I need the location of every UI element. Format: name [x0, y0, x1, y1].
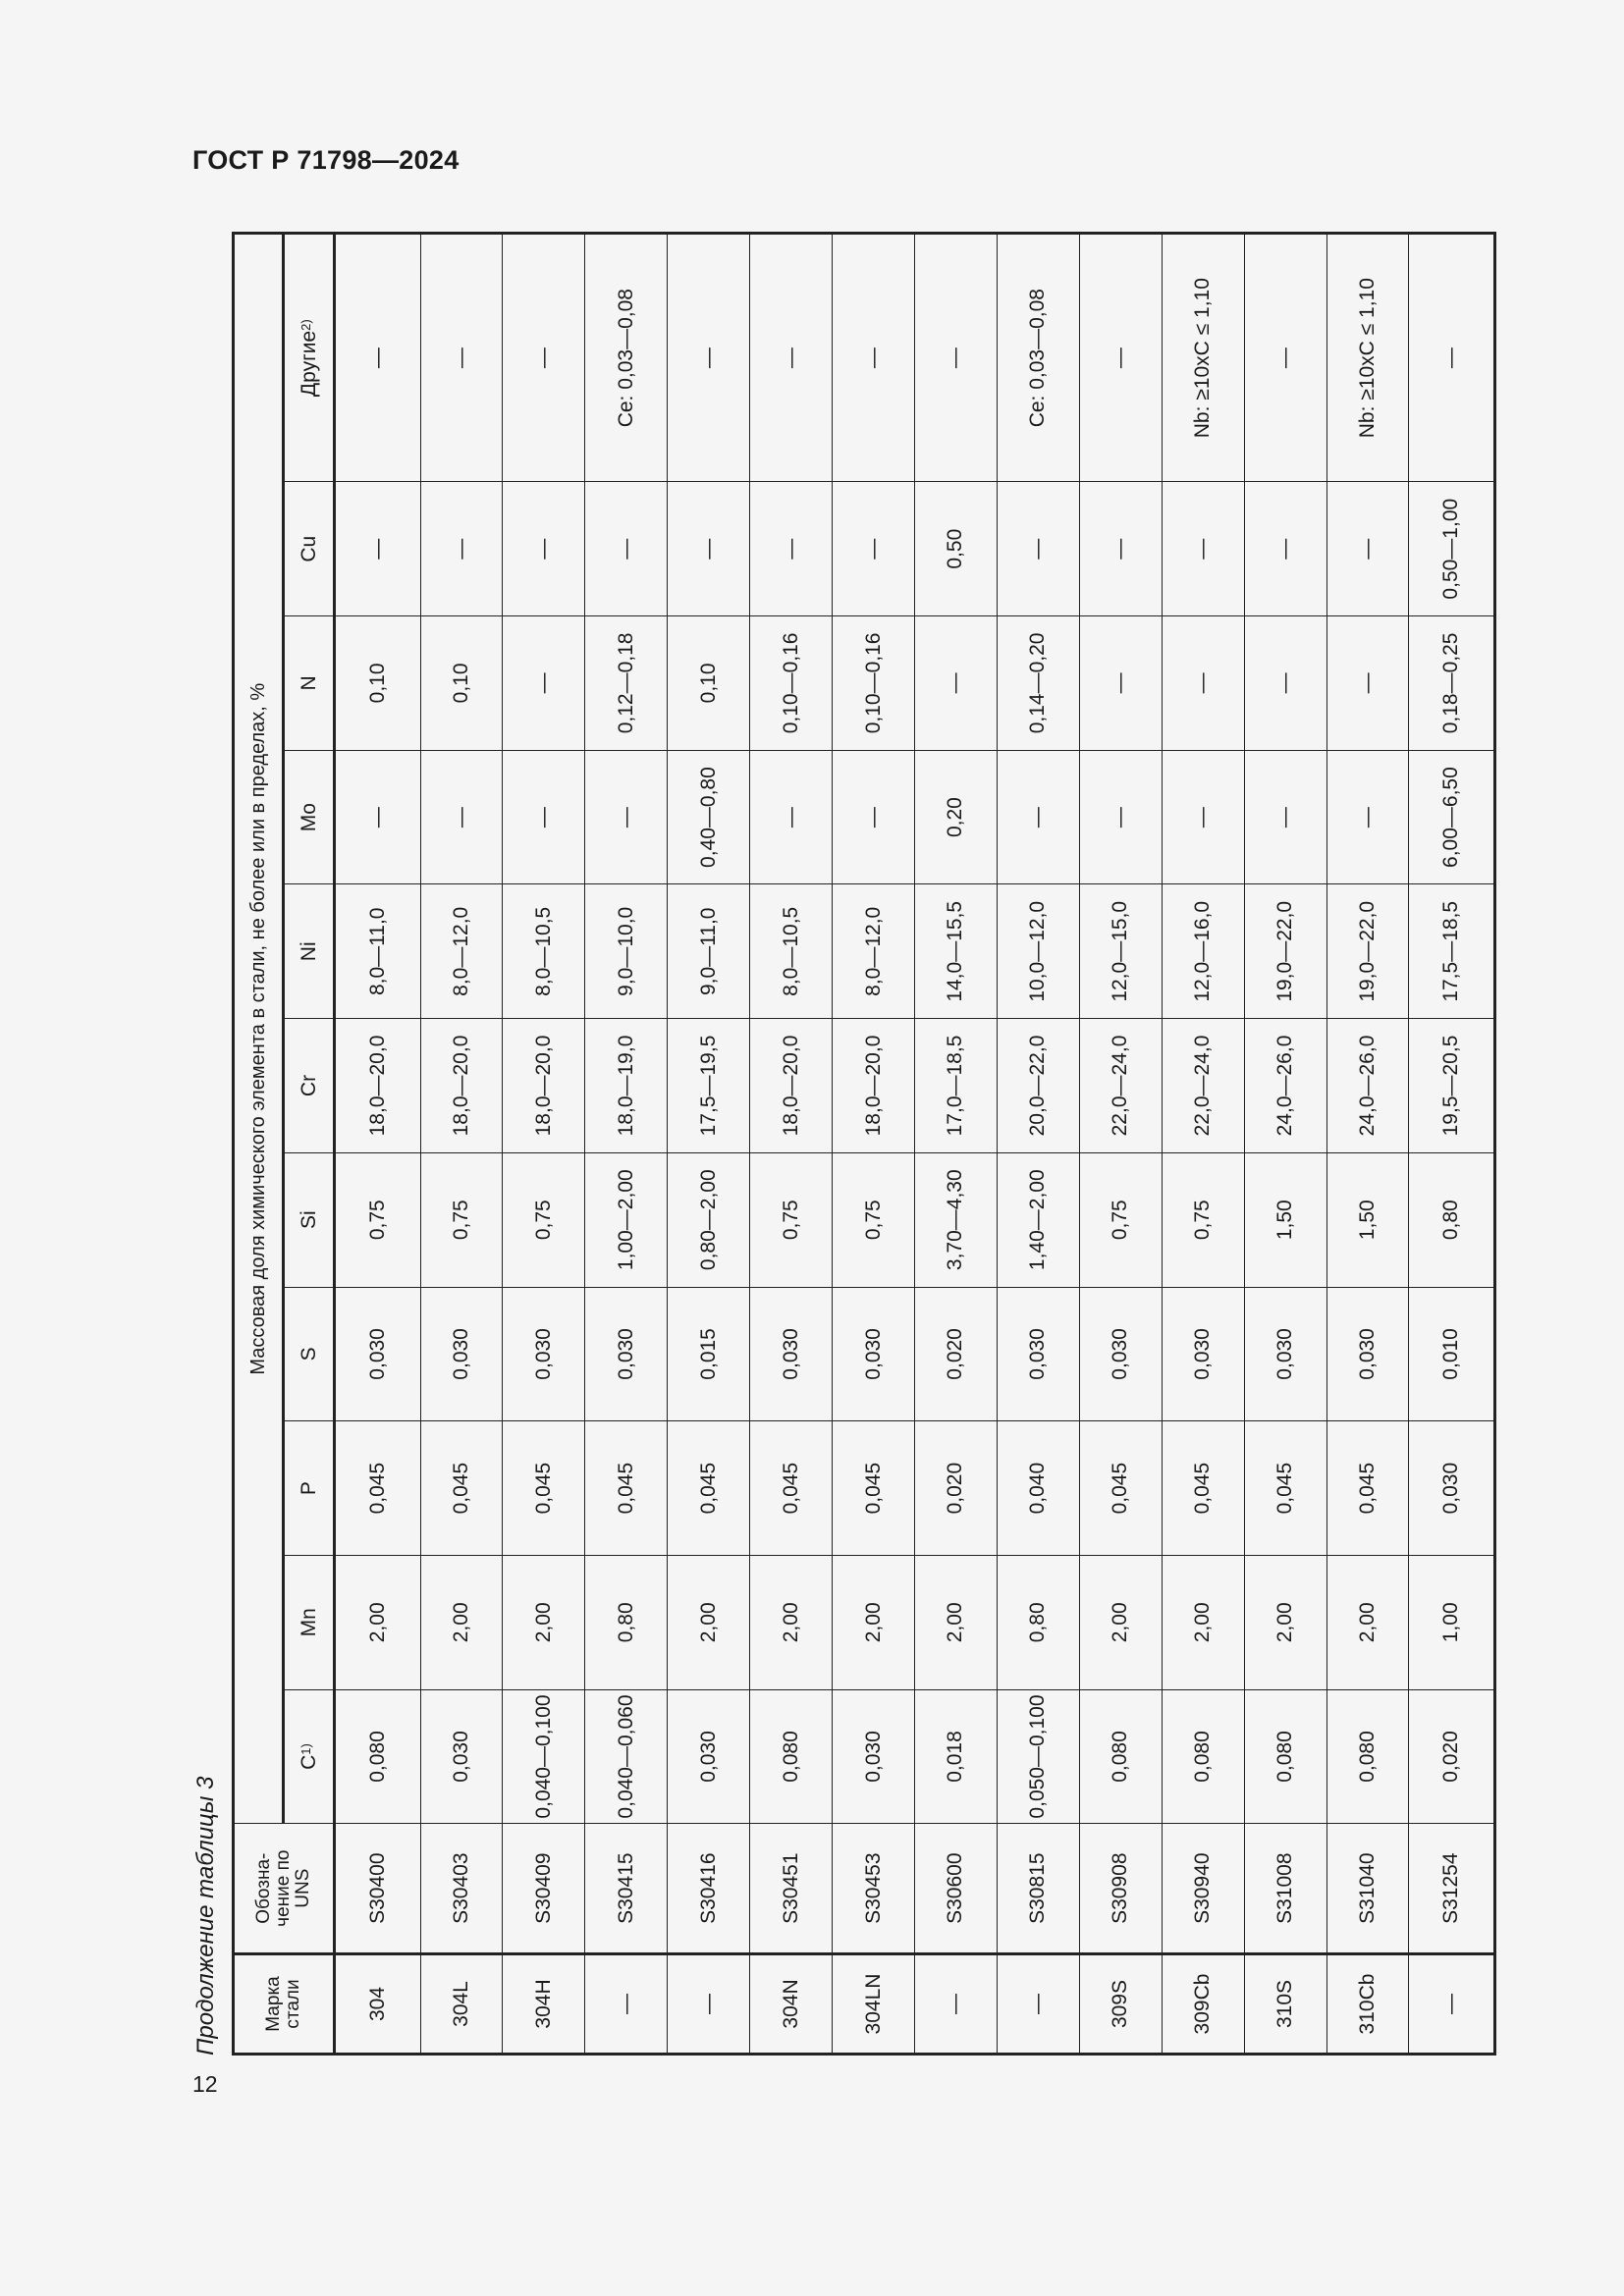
cell-cr: 24,0—26,0 — [1244, 1019, 1326, 1153]
page-number: 12 — [192, 2071, 218, 2097]
table-row — [914, 234, 997, 2055]
cell-other: — — [420, 234, 503, 482]
cell-uns: S31040 — [1326, 1824, 1409, 1954]
cell-ni: 19,0—22,0 — [1326, 884, 1409, 1019]
cell-mn: 2,00 — [750, 1555, 833, 1689]
cell-uns: S30403 — [420, 1824, 503, 1954]
table-body — [335, 234, 1495, 2055]
cell-p: 0,045 — [1162, 1421, 1244, 1556]
cell-other: — — [750, 234, 833, 482]
cell-c: 0,030 — [420, 1689, 503, 1824]
cell-s: 0,030 — [585, 1287, 668, 1421]
cell-n: 0,10 — [335, 616, 421, 751]
cell-n: 0,14—0,20 — [997, 616, 1079, 751]
table-caption: Продолжение таблицы 3 — [192, 1776, 219, 2056]
cell-uns: S30409 — [503, 1824, 585, 1954]
cell-si: 1,50 — [1244, 1152, 1326, 1287]
table-row — [585, 234, 668, 2055]
cell-other: — — [503, 234, 585, 482]
cell-c: 0,030 — [668, 1689, 750, 1824]
header-grade: Марка стали — [234, 1953, 335, 2054]
cell-other: Ce: 0,03—0,08 — [585, 234, 668, 482]
cell-uns: S31254 — [1409, 1824, 1495, 1954]
cell-cu: — — [750, 482, 833, 616]
cell-n: 0,10—0,16 — [750, 616, 833, 751]
chemical-composition-table — [232, 232, 1496, 2056]
cell-c: 0,040—0,060 — [585, 1689, 668, 1824]
cell-grade: 309S — [1079, 1953, 1162, 2054]
header-element-mo: Mo — [284, 750, 335, 884]
cell-n: — — [1079, 616, 1162, 751]
cell-mo: — — [503, 750, 585, 884]
cell-cr: 22,0—24,0 — [1079, 1019, 1162, 1153]
cell-grade: 309Cb — [1162, 1953, 1244, 2054]
cell-mo: — — [1079, 750, 1162, 884]
header-uns: Обозна-чение по UNS — [234, 1824, 335, 1954]
cell-p: 0,045 — [1326, 1421, 1409, 1556]
cell-other: — — [914, 234, 997, 482]
cell-p: 0,045 — [1244, 1421, 1326, 1556]
cell-c: 0,080 — [1326, 1689, 1409, 1824]
cell-n: — — [914, 616, 997, 751]
table-row — [1326, 234, 1409, 2055]
cell-grade: 310Cb — [1326, 1953, 1409, 2054]
table-row — [420, 234, 503, 2055]
cell-uns: S30600 — [914, 1824, 997, 1954]
table-row — [503, 234, 585, 2055]
cell-other: — — [833, 234, 915, 482]
cell-cu: — — [833, 482, 915, 616]
cell-mo: — — [833, 750, 915, 884]
cell-cr: 22,0—24,0 — [1162, 1019, 1244, 1153]
cell-other: Nb: ≥10xC ≤ 1,10 — [1162, 234, 1244, 482]
cell-cr: 18,0—20,0 — [335, 1019, 421, 1153]
cell-cr: 24,0—26,0 — [1326, 1019, 1409, 1153]
cell-ni: 10,0—12,0 — [997, 884, 1079, 1019]
cell-other: — — [668, 234, 750, 482]
cell-grade: — — [668, 1953, 750, 2054]
cell-mn: 2,00 — [503, 1555, 585, 1689]
cell-p: 0,020 — [914, 1421, 997, 1556]
footnote-c: 1) — [298, 1743, 313, 1755]
cell-grade: 310S — [1244, 1953, 1326, 2054]
cell-other: — — [1079, 234, 1162, 482]
cell-ni: 14,0—15,5 — [914, 884, 997, 1019]
cell-mn: 2,00 — [914, 1555, 997, 1689]
cell-n: 0,10 — [420, 616, 503, 751]
cell-si: 0,75 — [335, 1152, 421, 1287]
cell-cr: 17,0—18,5 — [914, 1019, 997, 1153]
table-row — [668, 234, 750, 2055]
cell-mo: — — [1326, 750, 1409, 884]
cell-cr: 18,0—19,0 — [585, 1019, 668, 1153]
cell-mn: 2,00 — [668, 1555, 750, 1689]
cell-cr: 18,0—20,0 — [750, 1019, 833, 1153]
cell-n: — — [1244, 616, 1326, 751]
cell-p: 0,045 — [1079, 1421, 1162, 1556]
cell-n: 0,10 — [668, 616, 750, 751]
cell-grade: — — [585, 1953, 668, 2054]
cell-si: 0,75 — [1079, 1152, 1162, 1287]
cell-p: 0,030 — [1409, 1421, 1495, 1556]
cell-s: 0,030 — [335, 1287, 421, 1421]
cell-c: 0,050—0,100 — [997, 1689, 1079, 1824]
cell-uns: S30453 — [833, 1824, 915, 1954]
cell-mo: — — [1244, 750, 1326, 884]
cell-grade: — — [914, 1953, 997, 2054]
cell-si: 1,50 — [1326, 1152, 1409, 1287]
cell-grade: — — [1409, 1953, 1495, 2054]
cell-other: Nb: ≥10xC ≤ 1,10 — [1326, 234, 1409, 482]
cell-mo: — — [1162, 750, 1244, 884]
cell-ni: 12,0—15,0 — [1079, 884, 1162, 1019]
cell-s: 0,030 — [833, 1287, 915, 1421]
cell-s: 0,030 — [1162, 1287, 1244, 1421]
cell-cr: 18,0—20,0 — [833, 1019, 915, 1153]
cell-s: 0,015 — [668, 1287, 750, 1421]
table-row — [997, 234, 1079, 2055]
cell-uns: S30451 — [750, 1824, 833, 1954]
cell-other: Ce: 0,03—0,08 — [997, 234, 1079, 482]
cell-mo: — — [585, 750, 668, 884]
cell-grade: 304 — [335, 1953, 421, 2054]
cell-other: — — [335, 234, 421, 482]
cell-cu: — — [420, 482, 503, 616]
cell-si: 1,40—2,00 — [997, 1152, 1079, 1287]
cell-other: — — [1409, 234, 1495, 482]
cell-grade: 304L — [420, 1953, 503, 2054]
cell-n: 0,18—0,25 — [1409, 616, 1495, 751]
cell-c: 0,080 — [335, 1689, 421, 1824]
cell-uns: S30400 — [335, 1824, 421, 1954]
cell-si: 0,75 — [503, 1152, 585, 1287]
cell-ni: 8,0—11,0 — [335, 884, 421, 1019]
cell-uns: S30908 — [1079, 1824, 1162, 1954]
cell-si: 0,75 — [750, 1152, 833, 1287]
cell-si: 0,80—2,00 — [668, 1152, 750, 1287]
cell-cr: 18,0—20,0 — [503, 1019, 585, 1153]
cell-cu: — — [1162, 482, 1244, 616]
header-element-other: Другие$^{2)}$ — [284, 234, 335, 482]
cell-p: 0,045 — [750, 1421, 833, 1556]
cell-ni: 8,0—12,0 — [833, 884, 915, 1019]
cell-mn: 2,00 — [833, 1555, 915, 1689]
cell-s: 0,030 — [1326, 1287, 1409, 1421]
header-element-ni: Ni — [284, 884, 335, 1019]
cell-ni: 8,0—12,0 — [420, 884, 503, 1019]
table-row — [750, 234, 833, 2055]
cell-mo: 0,40—0,80 — [668, 750, 750, 884]
cell-ni: 8,0—10,5 — [750, 884, 833, 1019]
header-element-p: P — [284, 1421, 335, 1556]
cell-uns: S30815 — [997, 1824, 1079, 1954]
cell-uns: S30416 — [668, 1824, 750, 1954]
cell-ni: 9,0—11,0 — [668, 884, 750, 1019]
cell-c: 0,030 — [833, 1689, 915, 1824]
table-header — [234, 234, 335, 2055]
cell-c: 0,080 — [1079, 1689, 1162, 1824]
cell-p: 0,045 — [668, 1421, 750, 1556]
cell-mn: 1,00 — [1409, 1555, 1495, 1689]
cell-mo: — — [335, 750, 421, 884]
cell-cu: — — [1079, 482, 1162, 616]
cell-cr: 17,5—19,5 — [668, 1019, 750, 1153]
cell-cu: 0,50—1,00 — [1409, 482, 1495, 616]
cell-mo: — — [750, 750, 833, 884]
cell-si: 0,75 — [1162, 1152, 1244, 1287]
cell-mn: 2,00 — [1079, 1555, 1162, 1689]
cell-p: 0,040 — [997, 1421, 1079, 1556]
cell-cr: 20,0—22,0 — [997, 1019, 1079, 1153]
cell-cu: — — [503, 482, 585, 616]
cell-s: 0,030 — [997, 1287, 1079, 1421]
cell-c: 0,040—0,100 — [503, 1689, 585, 1824]
header-element-mn: Mn — [284, 1555, 335, 1689]
cell-mo: 0,20 — [914, 750, 997, 884]
table-row — [1409, 234, 1495, 2055]
cell-mn: 0,80 — [585, 1555, 668, 1689]
footnote-other: 2) — [298, 319, 313, 331]
cell-s: 0,030 — [420, 1287, 503, 1421]
header-element-s: S — [284, 1287, 335, 1421]
cell-cr: 19,5—20,5 — [1409, 1019, 1495, 1153]
cell-cu: — — [1244, 482, 1326, 616]
table-row — [1244, 234, 1326, 2055]
cell-cu: — — [1326, 482, 1409, 616]
cell-n: — — [503, 616, 585, 751]
cell-cu: — — [668, 482, 750, 616]
cell-n: — — [1326, 616, 1409, 751]
cell-grade: 304LN — [833, 1953, 915, 2054]
cell-n: 0,12—0,18 — [585, 616, 668, 751]
cell-p: 0,045 — [335, 1421, 421, 1556]
cell-p: 0,045 — [585, 1421, 668, 1556]
cell-uns: S30940 — [1162, 1824, 1244, 1954]
cell-s: 0,030 — [1244, 1287, 1326, 1421]
cell-grade: — — [997, 1953, 1079, 2054]
cell-si: 0,75 — [420, 1152, 503, 1287]
cell-mn: 2,00 — [1326, 1555, 1409, 1689]
cell-si: 0,80 — [1409, 1152, 1495, 1287]
cell-grade: 304H — [503, 1953, 585, 2054]
cell-mn: 0,80 — [997, 1555, 1079, 1689]
cell-mn: 2,00 — [1244, 1555, 1326, 1689]
cell-other: — — [1244, 234, 1326, 482]
cell-p: 0,045 — [420, 1421, 503, 1556]
cell-c: 0,020 — [1409, 1689, 1495, 1824]
cell-cu: — — [335, 482, 421, 616]
header-element-cr: Cr — [284, 1019, 335, 1153]
cell-s: 0,030 — [503, 1287, 585, 1421]
cell-cu: 0,50 — [914, 482, 997, 616]
table-row — [335, 234, 421, 2055]
cell-mn: 2,00 — [335, 1555, 421, 1689]
header-mass-fraction-group: Массовая доля химического элемента в стали, не более или в пределах, % — [234, 234, 284, 1824]
cell-si: 1,00—2,00 — [585, 1152, 668, 1287]
cell-mn: 2,00 — [420, 1555, 503, 1689]
table-row — [833, 234, 915, 2055]
rotated-table-container — [232, 232, 1496, 2056]
cell-s: 0,030 — [750, 1287, 833, 1421]
cell-s: 0,010 — [1409, 1287, 1495, 1421]
cell-cr: 18,0—20,0 — [420, 1019, 503, 1153]
table-row — [1162, 234, 1244, 2055]
cell-s: 0,020 — [914, 1287, 997, 1421]
header-element-n: N — [284, 616, 335, 751]
cell-uns: S31008 — [1244, 1824, 1326, 1954]
cell-c: 0,080 — [750, 1689, 833, 1824]
cell-uns: S30415 — [585, 1824, 668, 1954]
cell-c: 0,018 — [914, 1689, 997, 1824]
cell-ni: 19,0—22,0 — [1244, 884, 1326, 1019]
cell-grade: 304N — [750, 1953, 833, 2054]
cell-cu: — — [997, 482, 1079, 616]
cell-c: 0,080 — [1244, 1689, 1326, 1824]
cell-mo: — — [420, 750, 503, 884]
cell-mo: — — [997, 750, 1079, 884]
header-element-cu: Cu — [284, 482, 335, 616]
cell-c: 0,080 — [1162, 1689, 1244, 1824]
cell-mo: 6,00—6,50 — [1409, 750, 1495, 884]
document-title: ГОСТ Р 71798—2024 — [192, 145, 460, 175]
cell-p: 0,045 — [503, 1421, 585, 1556]
cell-ni: 12,0—16,0 — [1162, 884, 1244, 1019]
cell-n: 0,10—0,16 — [833, 616, 915, 751]
table-row — [1079, 234, 1162, 2055]
cell-si: 3,70—4,30 — [914, 1152, 997, 1287]
cell-ni: 9,0—10,0 — [585, 884, 668, 1019]
cell-mn: 2,00 — [1162, 1555, 1244, 1689]
cell-ni: 17,5—18,5 — [1409, 884, 1495, 1019]
cell-ni: 8,0—10,5 — [503, 884, 585, 1019]
cell-si: 0,75 — [833, 1152, 915, 1287]
cell-n: — — [1162, 616, 1244, 751]
header-element-si: Si — [284, 1152, 335, 1287]
cell-cu: — — [585, 482, 668, 616]
cell-s: 0,030 — [1079, 1287, 1162, 1421]
header-element-c: $C^{1)}$ — [284, 1689, 335, 1824]
cell-p: 0,045 — [833, 1421, 915, 1556]
